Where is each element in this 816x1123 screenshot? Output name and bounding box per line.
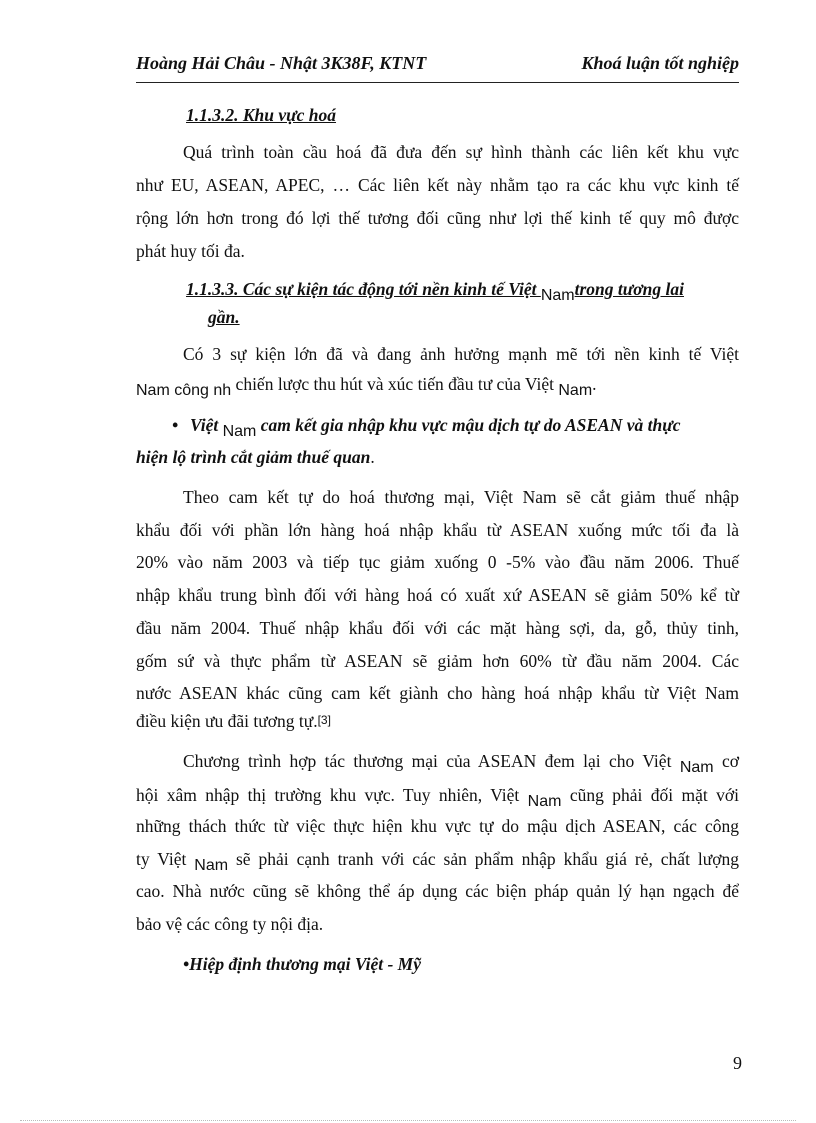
bullet-icon: • [183,954,190,974]
paragraph-line: điều kiện ưu đãi tương tự.[3] [136,711,331,731]
paragraph-line: Theo cam kết tự do hoá thương mại, Việt Nam sẽ cắt giảm thuế nhập [183,487,739,507]
section-heading-1133-continued: gần. [208,307,240,327]
bullet-heading: •Hiệp định thương mại Việt - Mỹ [183,954,421,974]
page-number: 9 [733,1053,742,1073]
paragraph-line: đầu năm 2004. Thuế nhập khẩu đối với các mặt hàng sợi, da, gỗ, thủy tinh, [136,618,739,638]
section-heading-1133: 1.1.3.3. Các sự kiện tác động tới nền kinh tế Việt Namtrong tương lai [186,279,684,304]
footer-divider [20,1120,796,1121]
intro-line: Nam công nh chiến lược thu hút và xúc tiến đầu tư của Việt Nam. [136,374,597,399]
bullet-icon: • [172,415,179,435]
paragraph-line: gốm sứ và thực phẩm từ ASEAN sẽ giảm hơn 60% từ đầu năm 2004. Các [136,651,739,671]
header-author: Hoàng Hải Châu - Nhật 3K38F, KTNT [136,53,427,73]
paragraph-line: phát huy tối đa. [136,241,245,261]
paragraph-line: khẩu đối với phần lớn hàng hoá nhập khẩu từ ASEAN xuống mức tối đa là [136,520,739,540]
paragraph-line: bảo vệ các công ty nội địa. [136,914,324,934]
bullet-heading-continued: hiện lộ trình cắt giảm thuế quan. [136,447,375,467]
section-heading-1132: 1.1.3.2. Khu vực hoá [186,105,337,125]
paragraph-line: ty Việt Nam sẽ phải cạnh tranh với các sản phẩm nhập khẩu giá rẻ, chất lượng [136,849,739,874]
paragraph-line: hội xâm nhập thị trường khu vực. Tuy nhiên, Việt Nam cũng phải đối mặt với [136,785,739,810]
bullet-heading: • Việt Nam cam kết gia nhập khu vực mậu dịch tự do ASEAN và thực [172,415,681,440]
paragraph-line: 20% vào năm 2003 và tiếp tục giảm xuống 0 -5% vào đầu năm 2006. Thuế [136,552,739,572]
paragraph-line: những thách thức từ việc thực hiện khu vực tự do mậu dịch ASEAN, các công [136,816,739,836]
page-header [136,52,739,83]
paragraph-line: nước ASEAN khác cũng cam kết giành cho hàng hoá nhập khẩu từ Việt Nam [136,683,739,703]
paragraph-line: như EU, ASEAN, APEC, … Các liên kết này nhằm tạo ra các khu vực kinh tế [136,175,739,195]
paragraph-line: nhập khẩu trung bình đối với hàng hoá có xuất xứ ASEAN sẽ giảm 50% kể từ [136,585,739,605]
intro-line: Có 3 sự kiện lớn đã và đang ảnh hưởng mạnh mẽ tới nền kinh tế Việt [183,344,739,364]
paragraph-line: Quá trình toàn cầu hoá đã đưa đến sự hình thành các liên kết khu vực [183,142,739,162]
header-document-type: Khoá luận tốt nghiệp [581,53,739,73]
paragraph-line: cao. Nhà nước cũng sẽ không thể áp dụng các biện pháp quản lý hạn ngạch để [136,881,739,901]
paragraph-line: Chương trình hợp tác thương mại của ASEAN đem lại cho Việt Nam cơ [183,751,739,776]
paragraph-line: rộng lớn hơn trong đó lợi thế tương đối cũng như lợi thế kinh tế quy mô được [136,208,739,228]
citation: [3] [317,713,331,727]
